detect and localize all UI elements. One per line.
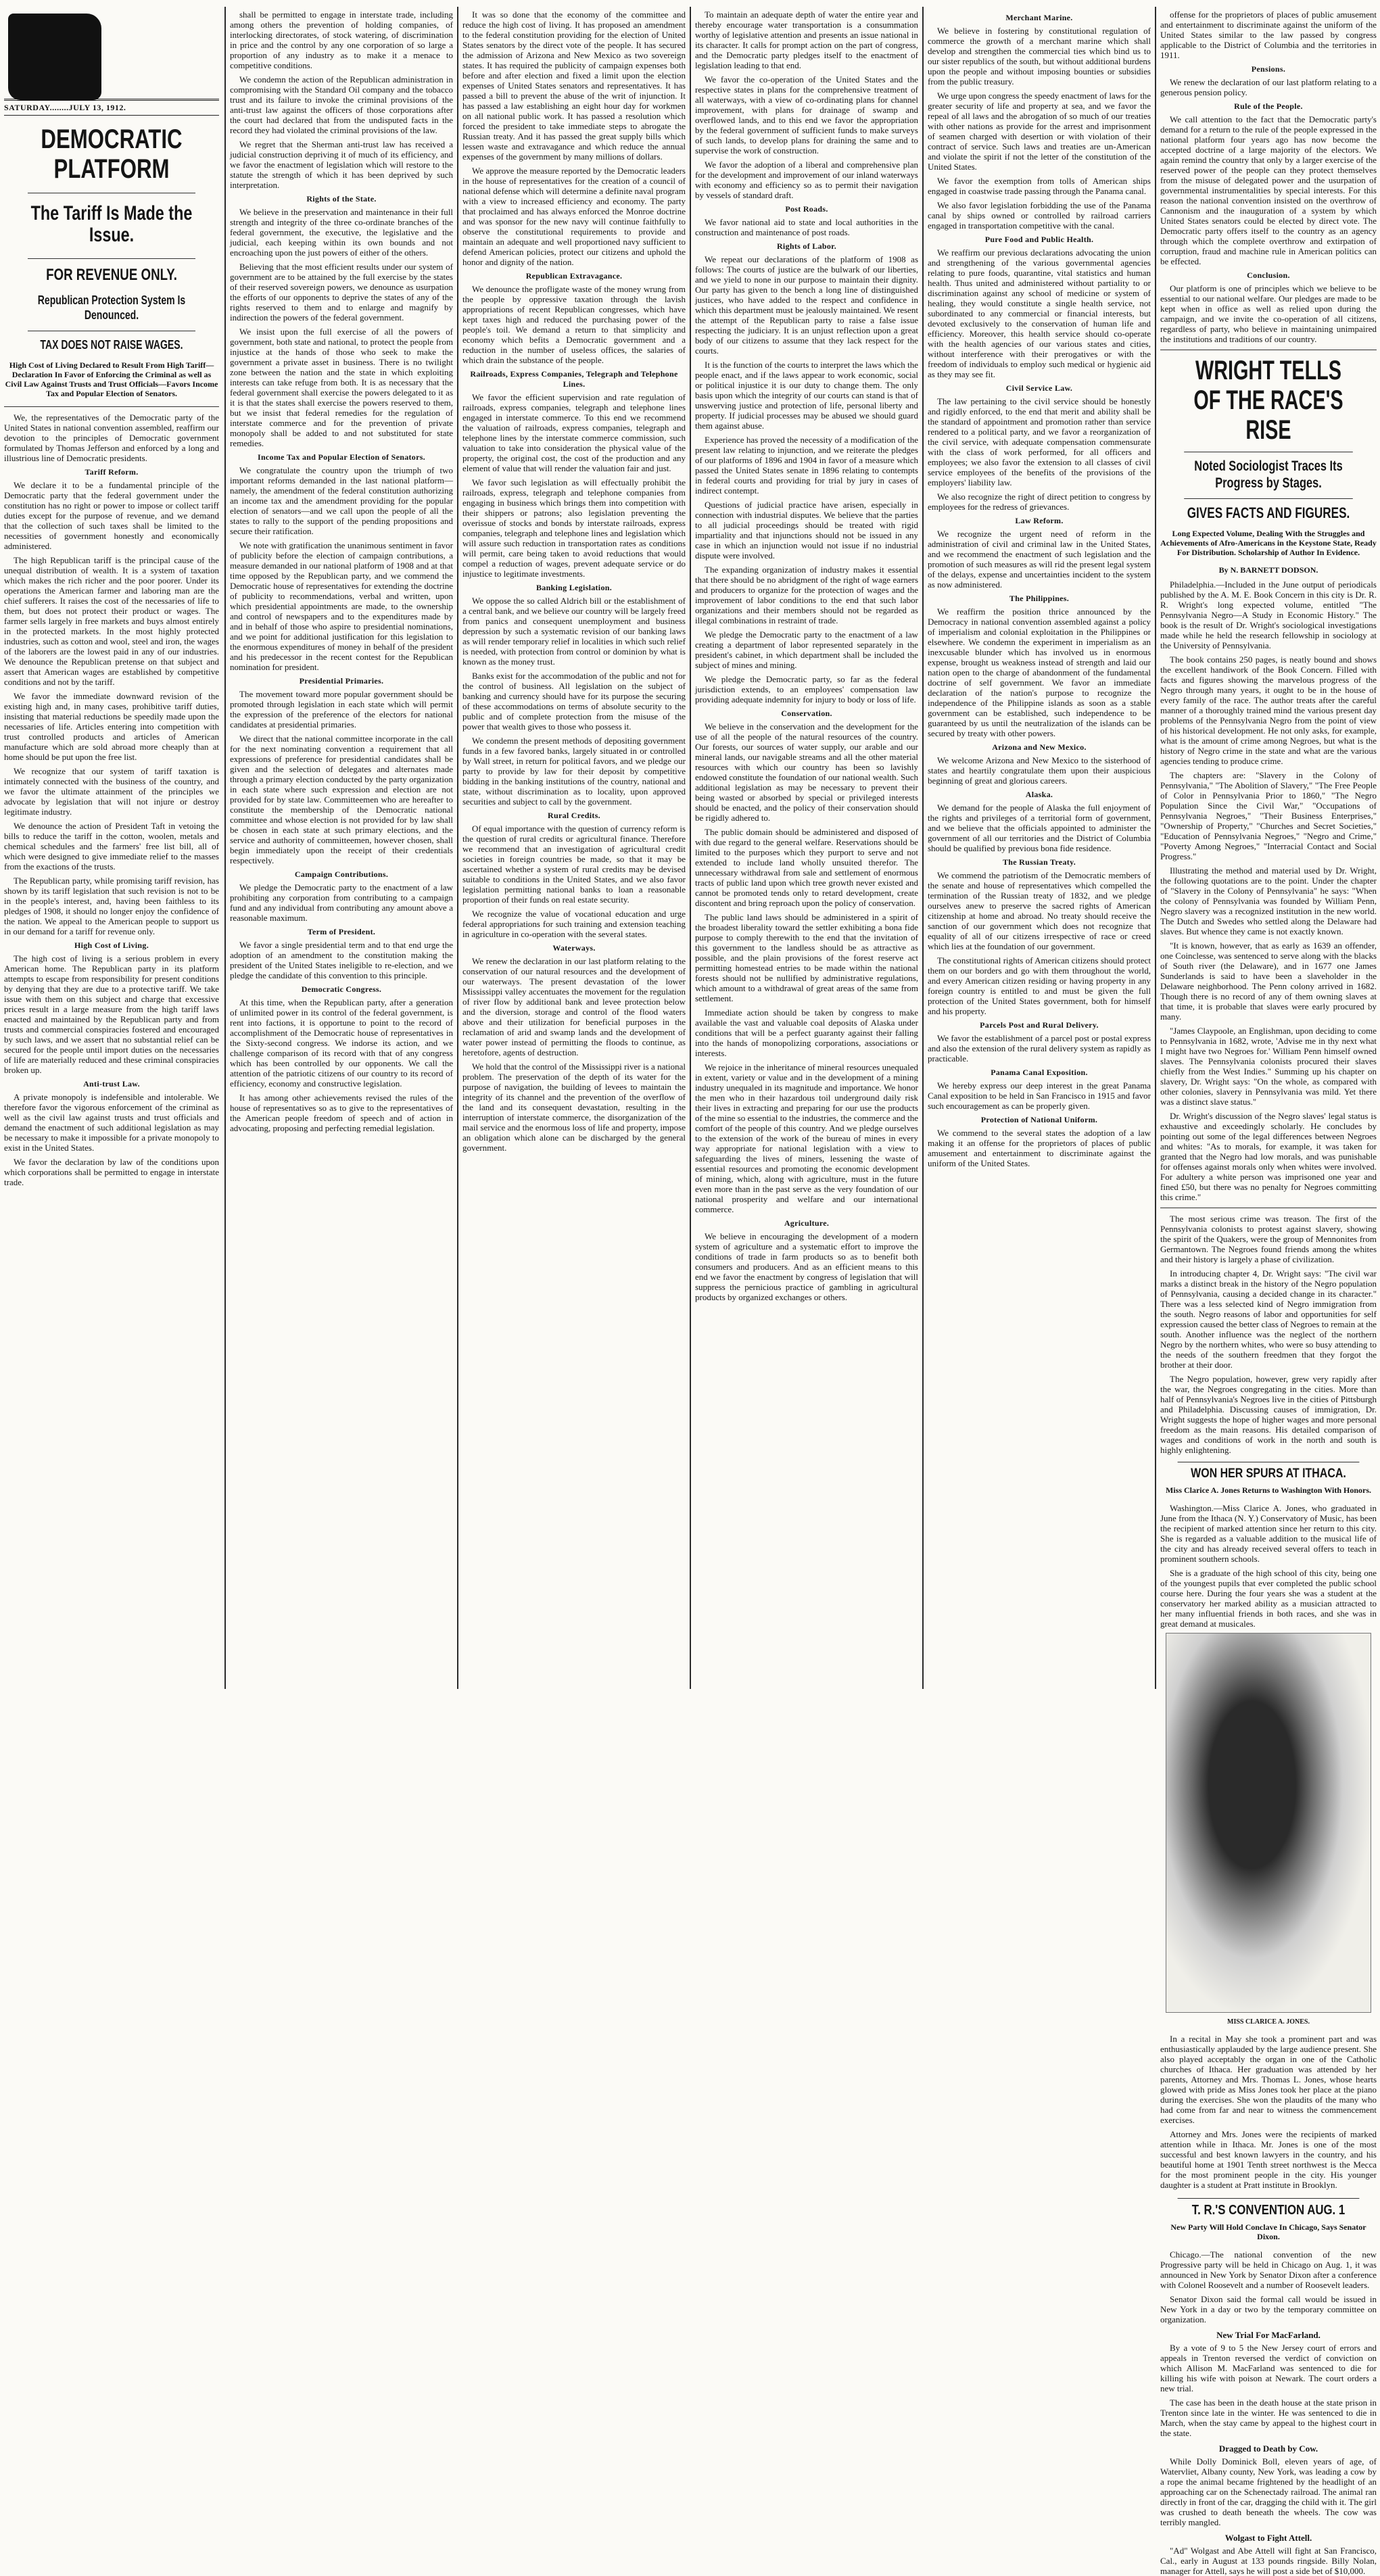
paragraph: We regret that the Sherman anti-trust law has received a judicial construction depriving it of much of its efficiency, and we favor the enactment of legislation which will restore to the statute the strength of which it has been deprived by such interpretation. xyxy=(230,139,453,190)
headline-spurs: WON HER SPURS AT ITHACA. xyxy=(1178,1462,1360,1481)
subhead: Rural Credits. xyxy=(548,811,600,820)
paragraph: We call attention to the fact that the Democratic party's demand for a return to the rule of the people expressed in the national platform four years ago has now become the accepted doctrine of a large majority of the electors. We again remind the country that only by a larger exercise of the reserved power of the people can they protect themselves from the misuse of delegated power and the usurpation of governmental instrumentalities by special interests. For this reason the national convention insisted on the overthrow of Cannonism and the inauguration of a system by which United States senators could be elected by direct vote. The Democratic party offers itself to the country as an agency through which the complete overthrow and extirpation of corruption, fraud and machine rule in American politics can be effected. xyxy=(1160,114,1377,266)
byline: By N. BARNETT DODSON. xyxy=(1218,565,1318,575)
paragraph: The most serious crime was treason. The first of the Pennsylvania colonists to protest against slavery, showing the spirit of the Quakers, were the group of Mennonites from Germantown. The Negroes found friends among the whites and their history is largely a phase of civilization. xyxy=(1160,1214,1377,1264)
paragraph: The book contains 250 pages, is neatly bound and shows the excellent handiwork of the Book Concern. Filled with facts and figures showing the marvelous progress of the Negro through many years, it ought to be in the house of every family of the race. The author treats after the careful manner of a thoroughly trained mind the various present day problems of the Pennsylvania Negro from the point of view of his historical development. He not only asks, for example, what is the amount of crime among Negroes, but what is the history of Negro crime in the state and what are the various agencies tending to produce crime. xyxy=(1160,654,1377,766)
brief-headline: Wolgast to Fight Attell. xyxy=(1224,2533,1312,2543)
column-3 xyxy=(462,9,686,1688)
subhead: Protection of National Uniform. xyxy=(980,1115,1098,1124)
column-4 xyxy=(695,9,918,1688)
brief-headline: New Trial For MacFarland. xyxy=(1216,2330,1320,2340)
paragraph: It is the function of the courts to interpret the laws which the people enact, and if the laws appear to work economic, social or political injustice it is our duty to change them. The only basis upon which the integrity of our courts can stand is that of unswerving justice and protection of life, personal liberty and property. If judicial processes may be abused we should guard them against abuse. xyxy=(695,360,918,431)
paragraph: While Dolly Dominick Boll, eleven years of age, of Watervliet, Albany county, New York, was leading a cow by a rope the animal became frightened by the headlight of an approaching car on the Schenectady railroad. The animal ran directly in front of the car, dragging the child with it. The girl was crushed to death beneath the wheels. The cow was terribly mangled. xyxy=(1160,2456,1377,2527)
subhead: Waterways. xyxy=(552,943,596,953)
paragraph: The Negro population, however, grew very rapidly after the war, the Negroes congregating in the cities. More than half of Pennsylvania's Negroes live in the cities of Pittsburgh and Philadelphia. Discussing causes of immigration, Dr. Wright suggests the hope of higher wages and more personal freedom as the main reasons. His detailed comparison of wages and conditions of work in the north and south is highly enlightening. xyxy=(1160,1374,1377,1455)
subhead: Conservation. xyxy=(781,709,832,718)
subhead: Democratic Congress. xyxy=(301,984,382,994)
paragraph: We recognize the value of vocational education and urge federal appropriations for such training and extension teaching in agriculture in co-operation with the several states. xyxy=(462,909,686,939)
paragraph: We favor the establishment of a parcel post or postal express and also the extension of the rural delivery system as rapidly as practicable. xyxy=(928,1033,1151,1064)
subhead: Republican Extravagance. xyxy=(525,271,623,281)
paragraph: It was so done that the economy of the committee and reduce the high cost of living. It has proposed an amendment to the federal constitution providing for the election of United States senators by the direct vote of the people. It has secured the admission of Arizona and New Mexico as two sovereign states. It has required the publicity of campaign expenses both before and after election and fixed a limit upon the election expenses of United States senators and representatives. It has passed a bill to prevent the abuse of the writ of injunction. It has passed a law establishing an eight hour day for workmen on all national public work. It has passed a resolution which forced the president to take immediate steps to abrogate the Russian treaty. And it has passed the great supply bills which lessen waste and extravagance and which reduce the annual expenses of the government by many millions of dollars. xyxy=(462,9,686,162)
paragraph: We oppose the so called Aldrich bill or the establishment of a central bank, and we believe our country will be largely freed from panics and consequent unemployment and business depression by such a systematic revision of our banking laws as will render temporary relief in localities in which such relief is needed, with protection from control or dominion by what is known as the money trust. xyxy=(462,596,686,667)
paragraph: In a recital in May she took a prominent part and was enthusiastically applauded by the large audience present. She also played acceptably the organ in one of the Catholic churches of Ithaca. Her graduation was attended by her parents, Attorney and Mrs. Thomas L. Jones, whose hearts glowed with pride as Miss Jones took her place at the piano during the exercises. She won the plaudits of the many who had come from far and near to witness the commencement exercises. xyxy=(1160,2034,1377,2125)
paragraph: We rejoice in the inheritance of mineral resources unequaled in extent, variety or value and in the development of a mining industry unequaled in its magnitude and importance. We honor the men who in their hazardous toil underground daily risk their lives in extracting and preparing for our use the products of the mine so essential to the industries, the commerce and the comfort of the people of this country. And we pledge ourselves to the extension of the work of the bureau of mines in every way appropriate for national legislation with a view to safeguarding the lives of miners, lessening the waste of essential resources and promoting the economic development of mining, which, along with agriculture, must in the future even more than in the past serve as the very foundation of our national prosperity and welfare and our international commerce. xyxy=(695,1062,918,1214)
paragraph: We commend the patriotism of the Democratic members of the senate and house of representatives which compelled the termination of the Russian treaty of 1832, and we pledge ourselves anew to preserve the sacred rights of American citizenship at home and abroad. No treaty should receive the sanction of our government which does not recognize that equality of all of our citizens irrespective of race or creed which lies at the foundation of our government. xyxy=(928,870,1151,951)
paragraph: We denounce the profligate waste of the money wrung from the people by oppressive taxation through the lavish appropriations of recent Republican congresses, which have kept taxes high and reduced the purchasing power of the people's toil. We demand a return to that simplicity and economy which befits a Democratic government and a reduction in the number of useless offices, the salaries of which drain the substance of the people. xyxy=(462,284,686,365)
paragraph: The high Republican tariff is the principal cause of the unequal distribution of wealth. It is a system of taxation which makes the rich richer and the poor poorer. Under its operations the American farmer and laboring man are the chief sufferers. It raises the cost of the necessaries of life to them, but does not protect their product or wages. The farmer sells largely in free markets and buys almost entirely in the protected markets. In the most highly protected industries, such as cotton and wool, steel and iron, the wages of the laborers are the lowest paid in any of our industries. We denounce the Republican pretense on that subject and assert that American wages are established by competitive conditions and not by the tariff. xyxy=(4,555,219,687)
paragraph: We commend to the several states the adoption of a law making it an offense for the proprietors of places of public amusement and entertainment to discriminate against the uniform of the United States. xyxy=(928,1128,1151,1168)
subhead: Arizona and New Mexico. xyxy=(992,742,1087,752)
photo-caption: MISS CLARICE A. JONES. xyxy=(1227,2018,1310,2026)
paragraph: The expanding organization of industry makes it essential that there should be no abridgment of the right of wage earners and producers to organize for the protection of wages and the improvement of labor conditions to the end that such labor organizations and their members should not be regarded as illegal combinations in restraint of trade. xyxy=(695,565,918,625)
subhead: Campaign Contributions. xyxy=(294,869,389,879)
headline-platform: PLATFORM xyxy=(53,154,170,184)
subhead: Tariff Reform. xyxy=(85,467,139,477)
paragraph: shall be permitted to engage in interstate trade, including among others the prevention of holding companies, of interlocking directorates, of stock watering, of discrimination in price and the control by any one corporation of so large a proportion of any industry as to make it a menace to competitive conditions. xyxy=(230,9,453,70)
subhead: Rule of the People. xyxy=(1234,101,1303,111)
subhead: Railroads, Express Companies, Telegraph and Telephone Lines. xyxy=(470,369,678,389)
paragraph: To maintain an adequate depth of water the entire year and thereby encourage water transportation is a consummation worthy of legislative attention and presents an issue national in its character. It calls for prompt action on the part of congress, and the Democratic party pledges itself to the enactment of legislation leading to that end. xyxy=(695,9,918,70)
subhead: Post Roads. xyxy=(785,204,828,214)
headline-revenue: FOR REVENUE ONLY. xyxy=(28,258,195,285)
paragraph: Illustrating the method and material used by Dr. Wright, the following quotations are to the point. Under the chapter of "Slavery in the Colony of Pennsylvania" he says: "When the colony of Pennsylvania was founded by William Penn, Negro slavery was a recognized institution in the new world. The Dutch and Swedes who settled along the Delaware had slaves. But whence they came is not exactly known. xyxy=(1160,865,1377,936)
paragraph: The Republican party, while promising tariff revision, has shown by its tariff legislation that such revision is not to be in the people's interest, and, having been faithless to its pledges of 1908, it should no longer enjoy the confidence of the nation. We appeal to the American people to support us in our demand for a tariff for revenue only. xyxy=(4,876,219,936)
paragraph: "James Claypoole, an Englishman, upon deciding to come to Pennsylvania in 1682, wrote, 'Advise me in thy next what I might have two Negroes for.' William Penn himself owned slaves. The Pennsylvania colonists procured their slaves chiefly from the West Indies." Summing up his chapter on slavery, Dr. Wright says: "On the whole, as compared with other colonies, slavery in Pennsylvania was mild. Yet there was a distinct slave status." xyxy=(1160,1026,1377,1107)
column-rule xyxy=(1155,7,1156,1689)
paragraph: The chapters are: "Slavery in the Colony of Pennsylvania," "The Abolition of Slavery," "The Free People of Color in Pennsylvania Prior to 1860," "The Negro Population Since the Civil War," "Occupations of Pennsylvania Negroes," "Their Business Enterprises," "Ownership of Property," "Churches and Secret Societies," "Education of Pennsylvania Negroes," "Negro and Crime," "Poverty Among Negroes," "Interracial Contact and Social Progress." xyxy=(1160,770,1377,861)
subhead: High Cost of Living. xyxy=(74,940,149,950)
subhead: Income Tax and Popular Election of Senators. xyxy=(257,452,425,462)
paragraph: The movement toward more popular government should be promoted through legislation in each state which will permit the expression of the preference of the electors for national candidates at presidential primaries. xyxy=(230,689,453,730)
spurs-deck: Miss Clarice A. Jones Returns to Washington With Honors. xyxy=(1165,1485,1372,1495)
subhead: Term of President. xyxy=(307,927,376,936)
column-6 xyxy=(1160,9,1377,2576)
paragraph: We favor a single presidential term and to that end urge the adoption of an amendment to the constitution making the president of the United States ineligible to re-election, and we pledge the candidate of this convention to this principle. xyxy=(230,940,453,980)
divider xyxy=(4,406,219,407)
paragraph: "It is known, however, that as early as 1639 an offender, one Coinclesse, was sentenced to serve along with the blacks of South river (the Delaware), and in 1677 one James Sunderlands is said to have been a slaveholder in the Delaware neighborhood. The Penn colony arrived in 1682. Though there is no record of any of them owning slaves at that time, it is probable that slaves were early procured by many. xyxy=(1160,940,1377,1022)
paragraph: We reaffirm the position thrice announced by the Democracy in national convention assembled against a policy of imperialism and colonial exploitation in the Philippines or elsewhere. We condemn the experiment in imperialism as an inexcusable blunder which has involved us in enormous expense, brought us weakness instead of strength and laid our nation open to the charge of abandonment of the fundamental doctrine of self government. We favor an immediate declaration of the nation's purpose to recognize the independence of the Philippine islands as soon as a stable government can be established, such independence to be guaranteed by us until the neutralization of the islands can be secured by treaty with other powers. xyxy=(928,606,1151,738)
subhead: Rights of the State. xyxy=(306,194,377,204)
column-1 xyxy=(4,9,219,1688)
paragraph: By a vote of 9 to 5 the New Jersey court of errors and appeals in Trenton reversed the verdict of conviction on which Allison M. MacFarland was sentenced to die for killing his wife with poison at Newark. The court orders a new trial. xyxy=(1160,2343,1377,2393)
paragraph: Believing that the most efficient results under our system of government are to be attained by the full exercise by the states of their reserved sovereign powers, we denounce as usurpation the efforts of our opponents to deprive the states of any of the rights reserved to them and to enlarge and magnify by indirection the powers of the federal government. xyxy=(230,262,453,323)
paragraph: We reaffirm our previous declarations advocating the union and strengthening of the various governmental agencies relating to pure foods, quarantine, vital statistics and human health. Thus united and administered without partiality to or discrimination against any school of medicine or system of healing, they would constitute a single health service, not subordinated to any commercial or financial interests, but devoted exclusively to the conservation of human life and efficiency. Moreover, this health service should co-operate with the health agencies of our various states and cities, without interference with their prerogatives or with the freedom of individuals to employ such medical or hygienic aid as they may see fit. xyxy=(928,247,1151,379)
paragraph: We, the representatives of the Democratic party of the United States in national convention assembled, reaffirm our devotion to the principles of Democratic government formulated by Thomas Jefferson and enforced by a long and illustrious line of Democratic presidents. xyxy=(4,412,219,463)
column-rule xyxy=(690,7,691,1689)
headline-protection: Republican Protection System Is Denounced. xyxy=(37,293,186,322)
paragraph: The constitutional rights of American citizens should protect them on our borders and go with them throughout the world, and every American citizen residing or having property in any foreign country is entitled to and must be given the full protection of the United States government, both for himself and his property. xyxy=(928,955,1151,1016)
subhead: Law Reform. xyxy=(1015,516,1064,525)
paragraph: We welcome Arizona and New Mexico to the sisterhood of states and heartily congratulate them upon their auspicious beginning of great and glorious careers. xyxy=(928,755,1151,786)
paragraph: We congratulate the country upon the triumph of two important reforms demanded in the last national platform—namely, the amendment of the federal constitution authorizing an income tax and the amendment providing for the popular election of senators—and we call upon the people of all the states to rally to the support of the pending propositions and secure their ratification. xyxy=(230,465,453,536)
paragraph: Banks exist for the accommodation of the public and not for the control of business. All legislation on the subject of banking and currency should have for its purpose the securing of these accommodations on terms of absolute security to the public and of complete protection from the misuse of the power that wealth gives to those who possess it. xyxy=(462,671,686,732)
paragraph: We note with gratification the unanimous sentiment in favor of publicity before the election of campaign contributions, a measure demanded in our national platform of 1908 and at that time opposed by the Republican party, and we commend the Democratic house of representatives for extending the doctrine of publicity to recommendations, verbal and written, upon which presidential appointments are made, to the ownership and control of newspapers and to the expenditures made by and in behalf of those who aspire to presidential nominations, and we point for additional justification for this legislation to the enormous expenditures of money in behalf of the president and his predecessor in the recent contest for the Republican nomination for president. xyxy=(230,540,453,672)
paragraph: The public land laws should be administered in a spirit of the broadest liberality toward the settler exhibiting a bona fide purpose to comply therewith to the end that the invitation of this government to the landless should be as attractive as possible, and the plain provisions of the forest reserve act permitting homestead entries to be made within the national forests should not be nullified by administrative regulations, which amount to a withdrawal of great areas of the same from settlement. xyxy=(695,912,918,1003)
paragraph: We pledge the Democratic party, so far as the federal jurisdiction extends, to an employees' compensation law providing adequate indemnity for injury to body or loss of life. xyxy=(695,674,918,705)
column-2 xyxy=(230,9,453,1688)
headline-wright-facts: GIVES FACTS AND FIGURES. xyxy=(1184,498,1353,522)
paragraph: Chicago.—The national convention of the new Progressive party will be held in Chicago on Aug. 1, it was announced in New York by Senator Dixon after a conference with Colonel Roosevelt and a number of Roosevelt leaders. xyxy=(1160,2249,1377,2290)
paragraph: We believe in encouraging the development of a modern system of agriculture and a systematic effort to improve the conditions of trade in farm products so as to benefit both consumers and producers. And as an efficient means to this end we favor the enactment by congress of legislation that will suppress the pernicious practice of gambling in agricultural products by organized exchanges or others. xyxy=(695,1231,918,1302)
wright-deck: Long Expected Volume, Dealing With the Struggles and Achievements of Afro-Americans in the Keystone State, Ready For Distribution. Scholarship of Author In Evidence. xyxy=(1160,529,1377,557)
paragraph: Philadelphia.—Included in the June output of periodicals published by the A. M. E. Book Concern in this city is Dr. R. R. Wright's long expected volume, entitled "The Pennsylvania Negro—A Study in Economic History." The book is the result of Dr. Wright's sociological investigations made while he held the research fellowship in sociology at the University of Pennsylvania. xyxy=(1160,579,1377,650)
paragraph: We insist upon the full exercise of all the powers of government, both state and national, to protect the people from injustice at the hands of those who seek to make the government a private asset in business. There is no twilight zone between the nation and the state in which exploiting interests can take refuge from both. It is as necessary that the federal government shall exercise the powers delegated to it as it is that the states shall exercise the powers reserved to them, but we insist that federal remedies for the regulation of interstate commerce and for the prevention of private monopoly shall be added to and not substituted for state remedies. xyxy=(230,327,453,448)
paragraph: We renew the declaration of our last platform relating to a generous pension policy. xyxy=(1160,77,1377,97)
column-5 xyxy=(928,9,1151,1688)
paragraph: We direct that the national committee incorporate in the call for the next nominating convention a requirement that all expressions of preference for presidential candidates shall be given and the selection of delegates and alternates made through a primary election conducted by the party organization in each state where such expression and election are not provided for by state law. Committeemen who are hereafter to constitute the membership of the Democratic national committee and whose election is not provided for by law shall be chosen in each state at such primary elections, and the service and authority of committeemen, however chosen, shall begin immediately upon the receipt of their credentials respectively. xyxy=(230,734,453,865)
paragraph: We favor the efficient supervision and rate regulation of railroads, express companies, telegraph and telephone lines engaged in interstate commerce. To this end we recommend the valuation of railroads, express companies, telegraph and telephone lines by the interstate commerce commission, such valuation to take into consideration the physical value of the property, the original cost, the cost of the production and any element of value that will render the valuation fair and just. xyxy=(462,392,686,473)
paragraph: We urge upon congress the speedy enactment of laws for the greater security of life and property at sea, and we favor the repeal of all laws and the abrogation of so much of our treaties with other nations as provide for the arrest and imprisonment of seamen charged with desertion or with violation of their contract of service. Such laws and treaties are un-American and violate the spirit if not the letter of the constitution of the United States. xyxy=(928,91,1151,172)
subhead: Panama Canal Exposition. xyxy=(991,1068,1088,1077)
paragraph: Washington.—Miss Clarice A. Jones, who graduated in June from the Ithaca (N. Y.) Conservatory of Music, has been the recipient of marked attention since her return to this city. She is regarded as a valuable addition to the musical life of the city and has already received several offers to teach in prominent southern schools. xyxy=(1160,1503,1377,1564)
paragraph: We hereby express our deep interest in the great Panama Canal exposition to be held in San Francisco in 1915 and favor such encouragement as can be properly given. xyxy=(928,1080,1151,1111)
subhead: Anti-trust Law. xyxy=(83,1079,140,1089)
paragraph: "Ad" Wolgast and Abe Attell will fight at San Francisco, Cal., early in August at 133 pounds ringside. Billy Nolan, manager for Attell, says he will post a side bet of $10,000. xyxy=(1160,2546,1377,2576)
paragraph: We believe in fostering by constitutional regulation of commerce the growth of a merchant marine which shall develop and strengthen the commercial ties which bind us to our sister republics of the south, but without additional burdens upon the people and without imposing bounties or subsidies from the public treasury. xyxy=(928,26,1151,87)
paragraph: We demand for the people of Alaska the full enjoyment of the rights and privileges of a territorial form of government, and we believe that the officials appointed to administer the government of all our territories and the District of Columbia should be qualified by previous bona fide residence. xyxy=(928,803,1151,853)
paragraph: Immediate action should be taken by congress to make available the vast and valuable coal deposits of Alaska under conditions that will be a perfect guaranty against their falling into the hands of monopolizing corporations, associations or interests. xyxy=(695,1007,918,1058)
subhead: Alaska. xyxy=(1025,790,1053,799)
subhead: Parcels Post and Rural Delivery. xyxy=(980,1020,1099,1030)
paragraph: We also recognize the right of direct petition to congress by employees for the redress of grievances. xyxy=(928,492,1151,512)
paragraph: We repeat our declarations of the platform of 1908 as follows: The courts of justice are the bulwark of our liberties, and we yield to none in our purpose to maintain their dignity. Our party has given to the bench a long line of distinguished justices, who have added to the respect and confidence in which this department must be jealously maintained. We resent the attempt of the Republican party to raise a false issue respecting the judiciary. It is an unjust reflection upon a great body of our citizens to assume that they lack respect for the courts. xyxy=(695,254,918,356)
paragraph: The law pertaining to the civil service should be honestly and rigidly enforced, to the end that merit and ability shall be the standard of appointment and promotion rather than service rendered to a political party, and we favor a reorganization of the civil service, with adequate compensation commensurate with the class of work performed, for all officers and employees; we also favor the extension to all classes of civil service employees of the benefits of the provisions of the employers' liability law. xyxy=(928,396,1151,487)
headline-tariff: The Tariff Is Made the Issue. xyxy=(28,193,195,246)
paragraph: Attorney and Mrs. Jones were the recipients of marked attention while in Ithaca. Mr. Jones is one of the most successful and best known lawyers in the country, and his beautiful home at 1901 Tenth street northwest is the Mecca for the most prominent people in the city. His younger daughter is a student at Pratt institute in Brooklyn. xyxy=(1160,2129,1377,2190)
paragraph: We recognize the urgent need of reform in the administration of civil and criminal law in the United States, and we recommend the enactment of such legislation and the promotion of such measures as will rid the present legal system of the delays, expense and uncertainties incident to the system as now administered. xyxy=(928,529,1151,590)
paragraph: Of equal importance with the question of currency reform is the question of rural credits or agricultural finance. Therefore we recommend that an investigation of agricultural credit societies in foreign countries be made, so that it may be ascertained whether a system of rural credits may be devised suitable to conditions in the United States, and we also favor legislation permitting national banks to loan a reasonable proportion of their funds on real estate security. xyxy=(462,824,686,905)
subhead: Pensions. xyxy=(1251,64,1286,74)
paragraph: A private monopoly is indefensible and intolerable. We therefore favor the vigorous enforcement of the criminal as well as the civil law against trusts and trust officials and demand the enactment of such additional legislation as may be necessary to make it impossible for a private monopoly to exist in the United States. xyxy=(4,1092,219,1153)
headline-deck: High Cost of Living Declared to Result From High Tariff—Declaration In Favor of Enforcing the Criminal as well as Civil Law Against Trusts and Trust Officials—Favors Income Tax and Popular Election of Senators. xyxy=(5,360,218,398)
paragraph: Questions of judicial practice have arisen, especially in connection with industrial disputes. We believe that the parties to all judicial proceedings should be treated with rigid impartiality and that injunctions should not be issued in any case in which an injunction would not issue if no industrial dispute were involved. xyxy=(695,500,918,560)
subhead: Presidential Primaries. xyxy=(299,676,384,686)
paragraph: We favor the declaration by law of the conditions upon which corporations shall be permitted to engage in interstate trade. xyxy=(4,1157,219,1187)
paragraph: We pledge the Democratic party to the enactment of a law creating a department of labor represented separately in the president's cabinet, in which department shall be included the subject of mines and mining. xyxy=(695,629,918,670)
subhead: The Philippines. xyxy=(1009,594,1070,603)
paragraph: We believe in the preservation and maintenance in their full strength and integrity of the three co-ordinate branches of the federal government, the executive, the legislative and the judicial, each keeping within its own bounds and not encroaching upon the just powers of either of the others. xyxy=(230,207,453,258)
paragraph: We favor such legislation as will effectually prohibit the railroads, express, telegraph and telephone companies from engaging in business which brings them into competition with their shippers or patrons; also legislation preventing the overissue of stocks and bonds by interstate railroads, express companies, telegraph and telephone lines and legislation which will assure such reduction in transportation rates as conditions will permit, care being taken to avoid reductions that would compel a reduction of wages, prevent adequate service or do injustice to legitimate investments. xyxy=(462,477,686,579)
paragraph: We condemn the present methods of depositing government funds in a few favored banks, largely situated in or controlled by Wall street, in return for political favors, and we pledge our party to provide by law for their deposit by competitive bidding in the banking institutions of the country, national and state, without discrimination as to locality, upon approved securities and subject to call by the government. xyxy=(462,736,686,807)
paragraph: We approve the measure reported by the Democratic leaders in the house of representatives for the creation of a council of national defense which will determine a definite naval program with a view to increased efficiency and economy. The party that proclaimed and has always enforced the Monroe doctrine and was sponsor for the new navy will continue faithfully to observe the constitutional requirements to provide and maintain an adequate and well proportioned navy sufficient to defend American policies, protect our citizens and uphold the honor and dignity of the nation. xyxy=(462,166,686,267)
paragraph: The high cost of living is a serious problem in every American home. The Republican party in its platform attempts to escape from responsibility for present conditions by denying that they are due to a protective tariff. We take issue with them on this subject and charge that excessive prices result in a large measure from the high tariff laws enacted and maintained by the Republican party and from trusts and commercial conspiracies fostered and encouraged by such laws, and we assert that no substantial relief can be secured for the people until import duties on the necessaries of life are materially reduced and these criminal conspiracies broken up. xyxy=(4,953,219,1075)
paragraph: We also favor legislation forbidding the use of the Panama canal by ships owned or controlled by railroad carriers engaged in transportation competitive with the canal. xyxy=(928,200,1151,231)
headline-democratic: DEMOCRATIC xyxy=(41,124,183,154)
paragraph: We favor the co-operation of the United States and the respective states in plans for the comprehensive treatment of all waterways, with a view of co-ordinating plans for channel improvement, with plans for drainage of swamp and overflowed lands, and to this end we favor the appropriation by the federal government of sufficient funds to make surveys of such lands, to develop plans for draining the same and to supervise the work of construction. xyxy=(695,74,918,156)
subhead: Civil Service Law. xyxy=(1005,383,1073,393)
paragraph: It has among other achievements revised the rules of the house of representatives so as to give to the representatives of the American people freedom of speech and of action in advocating, proposing and perfecting remedial legislation. xyxy=(230,1093,453,1133)
subhead: Conclusion. xyxy=(1247,270,1290,280)
subhead: The Russian Treaty. xyxy=(1002,857,1076,867)
paragraph: She is a graduate of the high school of this city, being one of the youngest pupils that ever completed the public school course here. During the four years she was a student at the conservatory her marked ability as a musician attracted to her many influential friends in both races, and she was in great demand at musicales. xyxy=(1160,1568,1377,1629)
paragraph: The public domain should be administered and disposed of with due regard to the general welfare. Reservations should be limited to the purposes which they purport to serve and not extended to include land wholly unsuited therefor. The unnecessary withdrawal from sale and settlement of enormous tracts of public land upon which tree growth never existed and cannot be promoted tends only to retard development, create discontent and bring reproach upon the policy of conservation. xyxy=(695,827,918,908)
paragraph: We favor the immediate downward revision of the existing high and, in many cases, prohibitive tariff duties, insisting that material reductions be speedily made upon the necessaries of life. Articles entering into competition with trust controlled products and articles of American manufacture which are sold abroad more cheaply than at home should be put upon the free list. xyxy=(4,691,219,762)
paragraph: We pledge the Democratic party to the enactment of a law prohibiting any corporation from contributing to a campaign fund and any individual from contributing any amount above a reasonable maximum. xyxy=(230,882,453,923)
paragraph: We believe in the conservation and the development for the use of all the people of the natural resources of the country. Our forests, our sources of water supply, our arable and our mineral lands, our navigable streams and all the other material resources with which our country has been so lavishly endowed constitute the foundation of our national wealth. Such additional legislation as may be necessary to prevent their being wasted or absorbed by special or privileged interests should be enacted, and the policy of their conservation should be rigidly adhered to. xyxy=(695,721,918,823)
subhead: Banking Legislation. xyxy=(536,583,613,592)
paragraph: At this time, when the Republican party, after a generation of unlimited power in its control of the federal government, is rent into factions, it is opportune to point to the record of accomplishment of the Democratic house of representatives in the Sixty-second congress. We indorse its action, and we challenge comparison of its record with that of any congress which has been controlled by our opponents. We call the attention of the patriotic citizens of our country to its record of efficiency, economy and constructive legislation. xyxy=(230,997,453,1089)
brief-headline: Dragged to Death by Cow. xyxy=(1218,2443,1318,2454)
headline-wright: WRIGHT TELLS OF THE RACE'S RISE xyxy=(1193,356,1343,445)
paragraph: In introducing chapter 4, Dr. Wright says: "The civil war marks a distinct break in the history of the Negro population of Pennsylvania, causing a decided change in its character." There was a less selected kind of Negro immigration from the south. Negro reasons of labor and opportunities for self expression caused the better class of Negroes to remain at the south. Another influence was the neglect of the northern Negro by the northern whites, who were so busy attending to the needs of the southern freedmen that they forgot the brother at their door. xyxy=(1160,1268,1377,1370)
headline-tax: TAX DOES NOT RAISE WAGES. xyxy=(28,331,195,352)
column-rule xyxy=(224,7,226,1689)
paragraph: We recognize that our system of tariff taxation is intimately connected with the business of the country, and we favor the ultimate attainment of the principles we advocate by legislation that will not injure or destroy legitimate industry. xyxy=(4,766,219,817)
paragraph: We denounce the action of President Taft in vetoing the bills to reduce the tariff in the cotton, woolen, metals and chemical schedules and the farmers' free list bill, all of which were designed to give immediate relief to the masses from the exactions of the trusts. xyxy=(4,821,219,872)
headline-wright-deck: Noted Sociologist Traces Its Progress by Stages. xyxy=(1184,452,1353,492)
paragraph: Dr. Wright's discussion of the Negro slaves' legal status is exhaustive and exceedingly scholarly. He concludes by pointing out some of the legal differences between Negroes and whites: "As to morals, for example, it was taken for granted that the Negro had low morals, and was punishable for offenses against morals only when whites were involved. For adultery a white person was imprisoned one year and fined £50, but there was no penalty for Negroes committing this crime." xyxy=(1160,1111,1377,1202)
paragraph: We declare it to be a fundamental principle of the Democratic party that the federal government under the constitution has no right or power to impose or collect tariff duties except for the purpose of revenue, and we demand that the collection of such taxes shall be limited to the necessities of government honestly and economically administered. xyxy=(4,480,219,551)
dateline: SATURDAY........JULY 13, 1912. xyxy=(4,99,219,116)
paragraph: The case has been in the death house at the state prison in Trenton since late in the winter. He was sentenced to die in March, when the stay came by appeal to the highest court in the state. xyxy=(1160,2398,1377,2438)
subhead: Merchant Marine. xyxy=(1005,13,1073,22)
paragraph: We condemn the action of the Republican administration in compromising with the Standard Oil company and the tobacco trust and its failure to invoke the criminal provisions of the anti-trust law against the officers of those corporations after the court had declared that from the undisputed facts in the record they had violated the criminal provisions of the law. xyxy=(230,74,453,135)
portrait-photo xyxy=(1166,1633,1371,2013)
masthead-ink-blot xyxy=(8,14,101,100)
paragraph: We favor national aid to state and local authorities in the construction and maintenance of post roads. xyxy=(695,217,918,237)
column-rule xyxy=(922,7,924,1689)
paragraph: We hold that the control of the Mississippi river is a national problem. The preservation of the depth of its water for the purpose of navigation, the building of levees to maintain the integrity of its channel and the prevention of the overflow of the land and its consequent devastation, resulting in the interruption of interstate commerce, the disorganization of the mail service and the enormous loss of life and property, impose an obligation which alone can be discharged by the general government. xyxy=(462,1062,686,1153)
headline-convention: T. R.'S CONVENTION AUG. 1 xyxy=(1178,2198,1360,2218)
subhead: Agriculture. xyxy=(784,1218,830,1228)
subhead: Pure Food and Public Health. xyxy=(984,235,1094,244)
convention-deck: New Party Will Hold Conclave In Chicago, Says Senator Dixon. xyxy=(1170,2222,1366,2241)
paragraph: Experience has proved the necessity of a modification of the present law relating to injunction, and we reiterate the pledges of our platforms of 1896 and 1904 in favor of a measure which passed the United States senate in 1896 relating to contempts in federal courts and providing for trial by jury in cases of indirect contempt. xyxy=(695,435,918,496)
subhead: Rights of Labor. xyxy=(776,241,837,251)
paragraph: Our platform is one of principles which we believe to be essential to our national welfare. Our pledges are made to be kept when in office as well as relied upon during the campaign, and we invite the co-operation of all citizens, regardless of party, who believe in maintaining unimpaired the institutions and traditions of our country. xyxy=(1160,283,1377,344)
paragraph: We favor the exemption from tolls of American ships engaged in coastwise trade passing through the Panama canal. xyxy=(928,176,1151,196)
paragraph: offense for the proprietors of places of public amusement and entertainment to discriminate against the uniform of the United States similar to the law passed by congress applicable to the District of Columbia and the territories in 1911. xyxy=(1160,9,1377,60)
paragraph: Senator Dixon said the formal call would be issued in New York in a day or two by the temporary committee on organization. xyxy=(1160,2294,1377,2324)
paragraph: We favor the adoption of a liberal and comprehensive plan for the development and improvement of our inland waterways with economy and efficiency so as to permit their navigation by vessels of standard draft. xyxy=(695,160,918,200)
paragraph: We renew the declaration in our last platform relating to the conservation of our natural resources and the development of our waterways. The present devastation of the lower Mississippi valley accentuates the movement for the regulation of river flow by additional bank and levee protection below and the diversion, storage and control of the flood waters above and their utilization for beneficial purposes in the reclamation of arid and swamp lands and the development of water power instead of permitting the floods to continue, as heretofore, agents of destruction. xyxy=(462,956,686,1057)
column-rule xyxy=(457,7,458,1689)
